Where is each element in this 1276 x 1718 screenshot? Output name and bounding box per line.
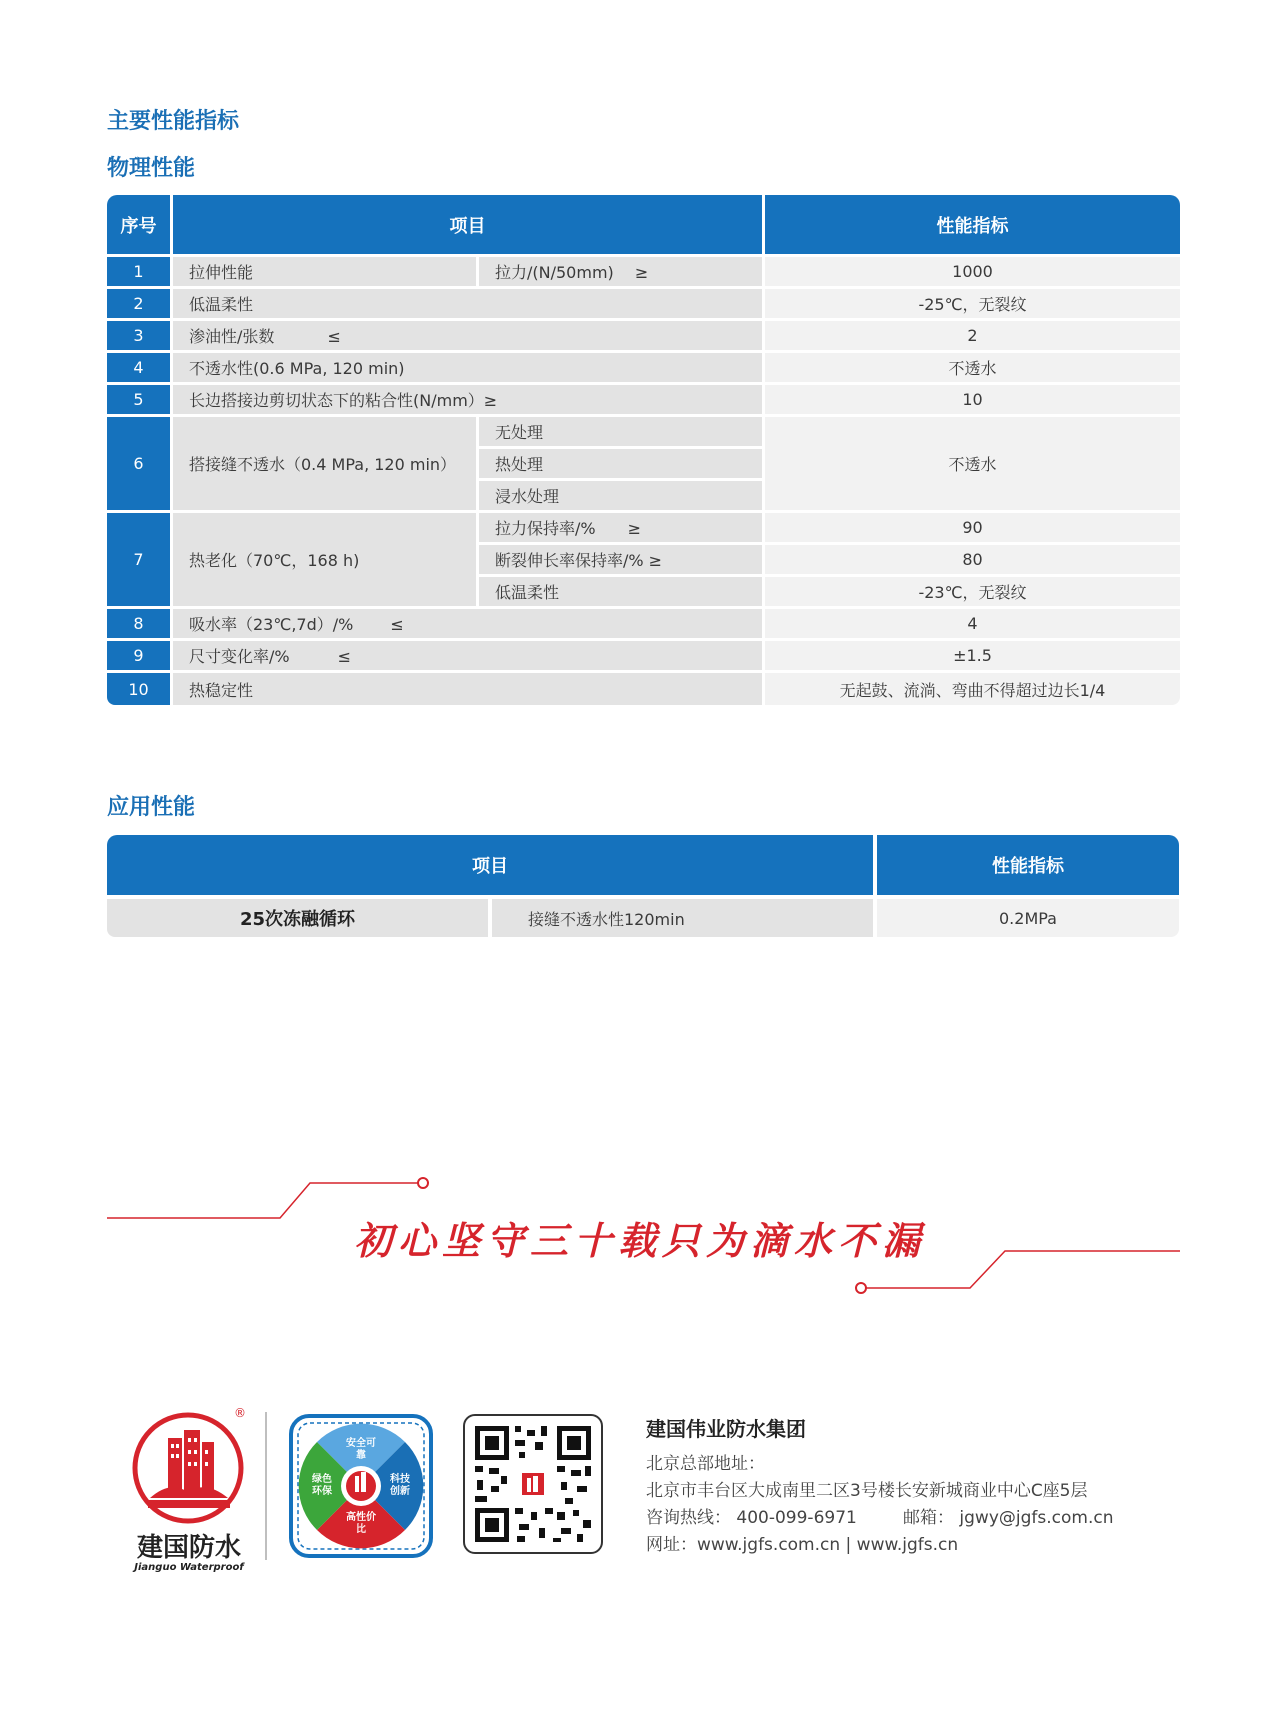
quality-badge bbox=[289, 1414, 433, 1558]
row-num: 5 bbox=[107, 385, 173, 417]
row-item: 拉伸性能 bbox=[173, 257, 479, 289]
row-item: 低温柔性 bbox=[173, 289, 765, 321]
row-sub: 低温柔性 bbox=[479, 577, 765, 609]
app-row-item: 25次冻融循环 bbox=[107, 895, 492, 937]
row-sub: 无处理 bbox=[479, 417, 765, 449]
physical-heading: 物理性能 bbox=[107, 156, 196, 181]
badge-left-label: 绿色环保 bbox=[312, 1474, 332, 1497]
row-value: -23℃，无裂纹 bbox=[765, 577, 1180, 609]
app-row-value: 0.2MPa bbox=[877, 895, 1179, 937]
header-value: 性能指标 bbox=[765, 195, 1180, 257]
row-value: 不透水 bbox=[765, 417, 1180, 513]
qr-code-icon bbox=[465, 1416, 601, 1552]
registered-mark: ® bbox=[234, 1406, 246, 1420]
row-num: 9 bbox=[107, 641, 173, 673]
row-item: 搭接缝不透水（0.4 MPa, 120 min） bbox=[173, 417, 479, 513]
row-num: 1 bbox=[107, 257, 173, 289]
company-logo bbox=[130, 1406, 248, 1573]
header-num: 序号 bbox=[107, 195, 173, 257]
row-num: 7 bbox=[107, 513, 173, 609]
hotline: 咨询热线： 400-099-6971 bbox=[646, 1508, 857, 1528]
badge-bottom-label: 高性价比 bbox=[346, 1512, 376, 1535]
qr-code[interactable] bbox=[463, 1414, 603, 1554]
row-sub: 浸水处理 bbox=[479, 481, 765, 513]
row-value: 10 bbox=[765, 385, 1180, 417]
app-row-sub: 接缝不透水性120min bbox=[492, 895, 877, 937]
badge-right-label: 科技创新 bbox=[390, 1474, 410, 1497]
row-sub: 拉力保持率/% ≥ bbox=[479, 513, 765, 545]
address: 北京市丰台区大成南里二区3号楼长安新城商业中心C座5层 bbox=[646, 1481, 1088, 1501]
row-value: 1000 bbox=[765, 257, 1180, 289]
row-value: 80 bbox=[765, 545, 1180, 577]
row-item: 吸水率（23℃,7d）/% ≤ bbox=[173, 609, 765, 641]
row-num: 8 bbox=[107, 609, 173, 641]
row-value: 2 bbox=[765, 321, 1180, 353]
app-header-item: 项目 bbox=[107, 835, 877, 895]
row-item: 尺寸变化率/% ≤ bbox=[173, 641, 765, 673]
row-item: 热老化（70℃，168 h) bbox=[173, 513, 479, 609]
row-item: 热稳定性 bbox=[173, 673, 765, 705]
logo-divider bbox=[265, 1412, 267, 1560]
application-heading: 应用性能 bbox=[107, 795, 196, 820]
row-sub: 拉力/(N/50mm) ≥ bbox=[479, 257, 765, 289]
email[interactable]: 邮箱： jgwy@jgfs.com.cn bbox=[903, 1508, 1114, 1528]
row-sub: 断裂伸长率保持率/% ≥ bbox=[479, 545, 765, 577]
row-value: 不透水 bbox=[765, 353, 1180, 385]
logo-english: Jianguo Waterproof bbox=[134, 1562, 244, 1573]
row-num: 10 bbox=[107, 673, 173, 705]
row-num: 2 bbox=[107, 289, 173, 321]
header-item: 项目 bbox=[173, 195, 765, 257]
website[interactable]: 网址：www.jgfs.com.cn | www.jgfs.cn bbox=[646, 1535, 959, 1555]
row-value: -25℃，无裂纹 bbox=[765, 289, 1180, 321]
row-num: 3 bbox=[107, 321, 173, 353]
row-num: 4 bbox=[107, 353, 173, 385]
badge-top-label: 安全可靠 bbox=[346, 1438, 376, 1461]
slogan: 初心坚守三十载只为滴水不漏 bbox=[353, 1218, 926, 1263]
main-heading: 主要性能指标 bbox=[107, 109, 240, 134]
row-value: ±1.5 bbox=[765, 641, 1180, 673]
row-value: 4 bbox=[765, 609, 1180, 641]
row-item: 长边搭接边剪切状态下的粘合性(N/mm）≥ bbox=[173, 385, 765, 417]
row-num: 6 bbox=[107, 417, 173, 513]
row-item: 不透水性(0.6 MPa, 120 min) bbox=[173, 353, 765, 385]
app-header-value: 性能指标 bbox=[877, 835, 1179, 895]
row-value: 无起鼓、流淌、弯曲不得超过边长1/4 bbox=[765, 673, 1180, 705]
row-item: 渗油性/张数 ≤ bbox=[173, 321, 765, 353]
address-label: 北京总部地址： bbox=[646, 1454, 765, 1474]
row-sub: 热处理 bbox=[479, 449, 765, 481]
row-value: 90 bbox=[765, 513, 1180, 545]
building-logo-icon bbox=[130, 1410, 248, 1530]
logo-name: 建国防水 bbox=[136, 1533, 241, 1563]
company-name: 建国伟业防水集团 bbox=[646, 1417, 806, 1441]
